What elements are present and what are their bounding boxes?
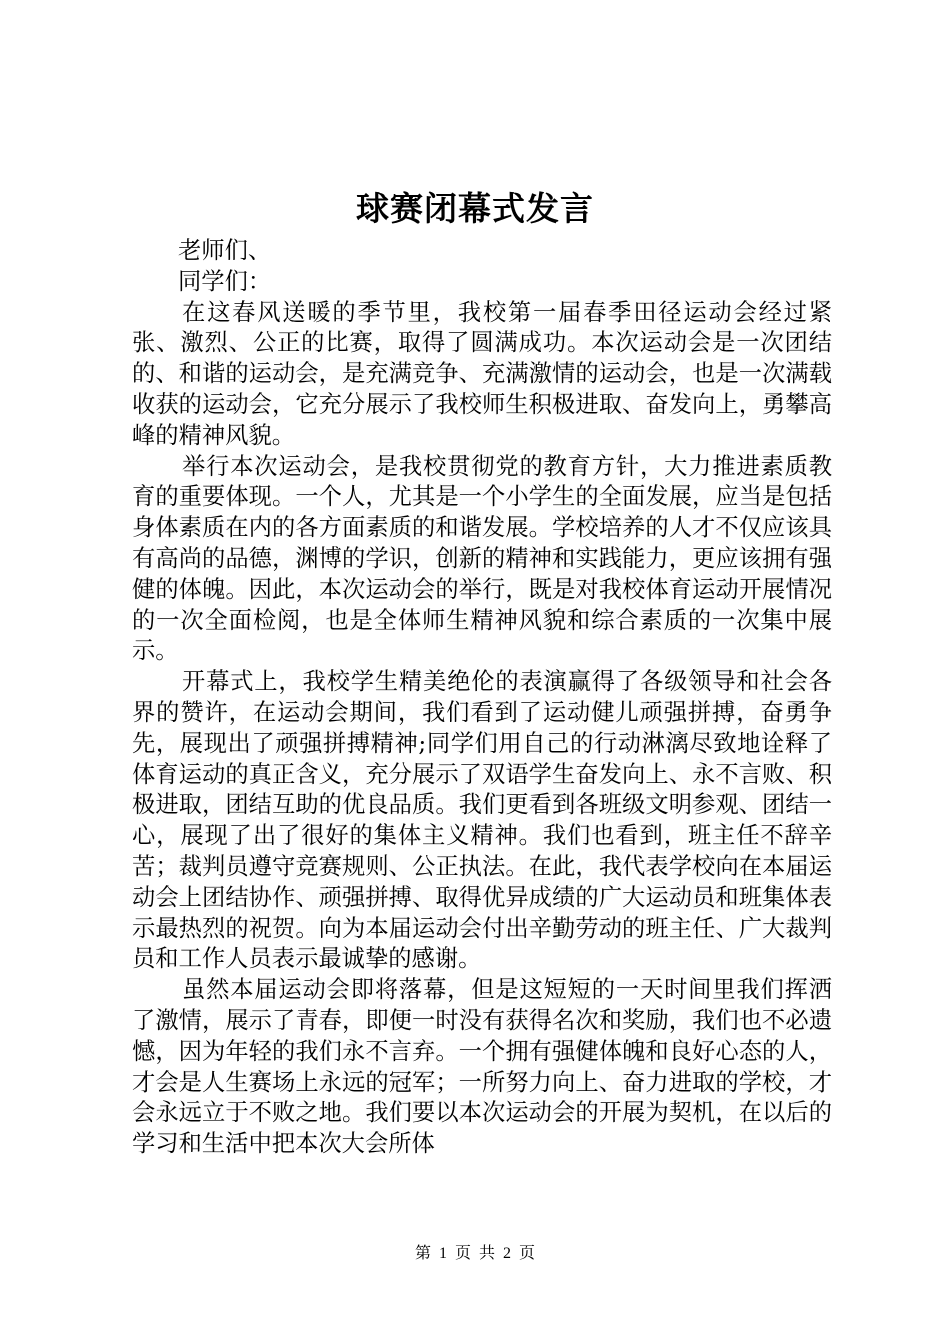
paragraph-2: 举行本次运动会，是我校贯彻党的教育方针，大力推进素质教育的重要体现。一个人，尤其是一个小学生的全面发展，应当是包括身体素质在内的各方面素质的和谐发展。学校培养的人才不仅应该具有高尚的品德，渊博的学识，创新的精神和实践能力，更应该拥有强健的体魄。因此，本次运动会的举行，既是对我校体育运动开展情况的一次全面检阅，也是全体师生精神风貌和综合素质的一次集中展示。 <box>132 452 832 665</box>
salutation-teachers: 老师们、 <box>178 237 272 264</box>
salutation-students: 同学们： <box>178 267 272 295</box>
document-title: 球赛闭幕式发言 <box>356 189 594 228</box>
paragraph-4: 虽然本届运动会即将落幕，但是这短短的一天时间里我们挥洒了激情，展示了青春，即便一时没有获得名次和奖励，我们也不必遗憾，因为年轻的我们永不言弃。一个拥有强健体魄和良好心态的人，才会是人生赛场上永远的冠军；一所努力向上、奋力进取的学校，才会永远立于不败之地。我们要以本次运动会的开展为契机，在以后的学习和生活中把本次大会所体 <box>132 976 832 1158</box>
paragraph-3: 开幕式上，我校学生精美绝伦的表演赢得了各级领导和社会各界的赞许，在运动会期间，我们看到了运动健儿顽强拼搏，奋勇争先，展现出了顽强拼搏精神;同学们用自己的行动淋漓尽致地诠释了体育运动的真正含义，充分展示了双语学生奋发向上、永不言败、积极进取，团结互助的优良品质。我们更看到各班级文明参观、团结一心，展现了出了很好的集体主义精神。我们也看到，班主任不辞辛苦；裁判员遵守竞赛规则、公正执法。在此，我代表学校向在本届运动会上团结协作、顽强拼搏、取得优异成绩的广大运动员和班集体表示最热烈的祝贺。向为本届运动会付出辛勤劳动的班主任、广大裁判员和工作人员表示最诚挚的感谢。 <box>132 668 832 973</box>
paragraph-1: 在这春风送暖的季节里，我校第一届春季田径运动会经过紧张、激烈、公正的比赛，取得了圆满成功。本次运动会是一次团结的、和谐的运动会，是充满竞争、充满激情的运动会，也是一次满载收获的运动会，它充分展示了我校师生积极进取、奋发向上，勇攀高峰的精神风貌。 <box>132 298 832 449</box>
page-number-footer: 第 1 页 共 2 页 <box>414 1245 535 1262</box>
document-body <box>132 236 832 1160</box>
